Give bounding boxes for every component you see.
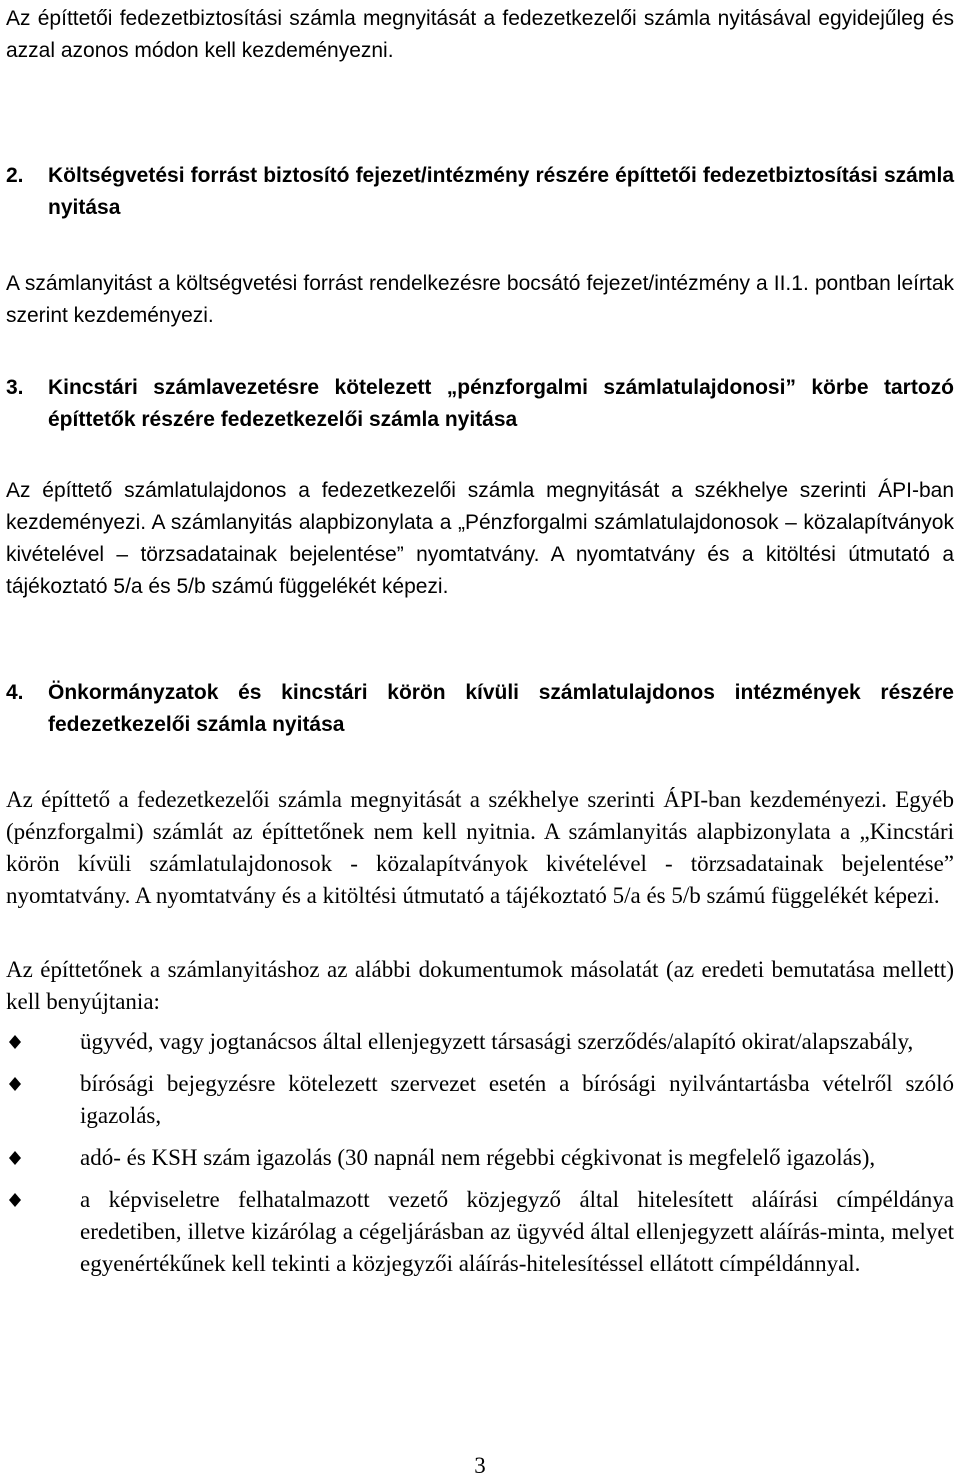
section-2-heading (6, 160, 954, 224)
section-4-number: 4. (6, 681, 24, 704)
section-3-paragraph: Az építtető számlatulajdonos a fedezetkezelői számla megnyitását a székhelye szerinti ÁPI-ban kezdeményezi. A számlanyitás alapbizonylata a „Pénzforgalmi számlatulajdonosok – közalapítványok kivételével – törzsadatainak bejelentése” nyomtatvány. A nyomtatvány és a kitöltési útmutató a tájékoztató 5/a és 5/b számú függelékét képezi. (6, 479, 954, 598)
section-2-number: 2. (6, 164, 24, 187)
section-3-title: Kincstári számlavezetésre kötelezett „pénzforgalmi számlatulajdonosi” körbe tartozó építtetők részére fedezetkezelői számla nyitása (48, 376, 954, 431)
list-item (6, 1184, 954, 1280)
diamond-bullet-icon (8, 1035, 22, 1049)
section-4-title: Önkormányzatok és kincstári körön kívüli számlatulajdonos intézmények részére fedezetkezelői számla nyitása (48, 681, 954, 736)
section-4-paragraph-1: Az építtető a fedezetkezelői számla megnyitását a székhelye szerinti ÁPI-ban kezdeményezi. Egyéb (pénzforgalmi) számlát az építtetőnek nem kell nyitnia. A számlanyitás alapbizonylata a „Kincstári körön kívüli számlatulajdonosok - közalapítványok kivételével - törzsadatainak bejelentése” nyomtatvány. A nyomtatvány és a kitöltési útmutató a tájékoztató 5/a és 5/b számú függelékét képezi. (6, 787, 954, 908)
section-2-paragraph: A számlanyitást a költségvetési forrást rendelkezésre bocsátó fejezet/intézmény a II.1. pontban leírtak szerint kezdeményezi. (6, 272, 954, 327)
diamond-bullet-icon (8, 1151, 22, 1165)
list-item-text: adó- és KSH szám igazolás (30 napnál nem régebbi cégkivonat is megfelelő igazolás), (80, 1145, 876, 1170)
list-item-text: ügyvéd, vagy jogtanácsos által ellenjegyzett társasági szerződés/alapító okirat/alapszabály, (80, 1029, 914, 1054)
list-item (6, 1142, 954, 1174)
list-item-text: a képviseletre felhatalmazott vezető közjegyző által hitelesített aláírási címpéldánya eredetiben, illetve kizárólag a cégeljárásban az ügyvéd által ellenjegyzett aláírás-minta, melyet egyenértékűnek kell tekinti a közjegyzői aláírás-hitelesítéssel ellátott címpéldánnyal. (80, 1187, 954, 1276)
list-item (6, 1068, 954, 1132)
intro-paragraph: Az építtetői fedezetbiztosítási számla megnyitását a fedezetkezelői számla nyitásával egyidejűleg és azzal azonos módon kell kezdeményezni. (6, 7, 954, 62)
section-3-heading (6, 372, 954, 436)
section-4-heading (6, 677, 954, 741)
section-3-number: 3. (6, 376, 24, 399)
document-page (6, 0, 954, 1480)
list-item (6, 1026, 954, 1058)
diamond-bullet-icon (8, 1077, 22, 1091)
list-item-text: bírósági bejegyzésre kötelezett szervezet esetén a bírósági nyilvántartásba vételről szóló igazolás, (80, 1071, 954, 1128)
page-number: 3 (474, 1453, 486, 1478)
document-list (6, 1026, 954, 1290)
diamond-bullet-icon (8, 1193, 22, 1207)
section-4-paragraph-2: Az építtetőnek a számlanyitáshoz az alábbi dokumentumok másolatát (az eredeti bemutatása mellett) kell benyújtania: (6, 957, 954, 1014)
section-2-title: Költségvetési forrást biztosító fejezet/intézmény részére építtetői fedezetbiztosítási számla nyitása (48, 164, 954, 219)
